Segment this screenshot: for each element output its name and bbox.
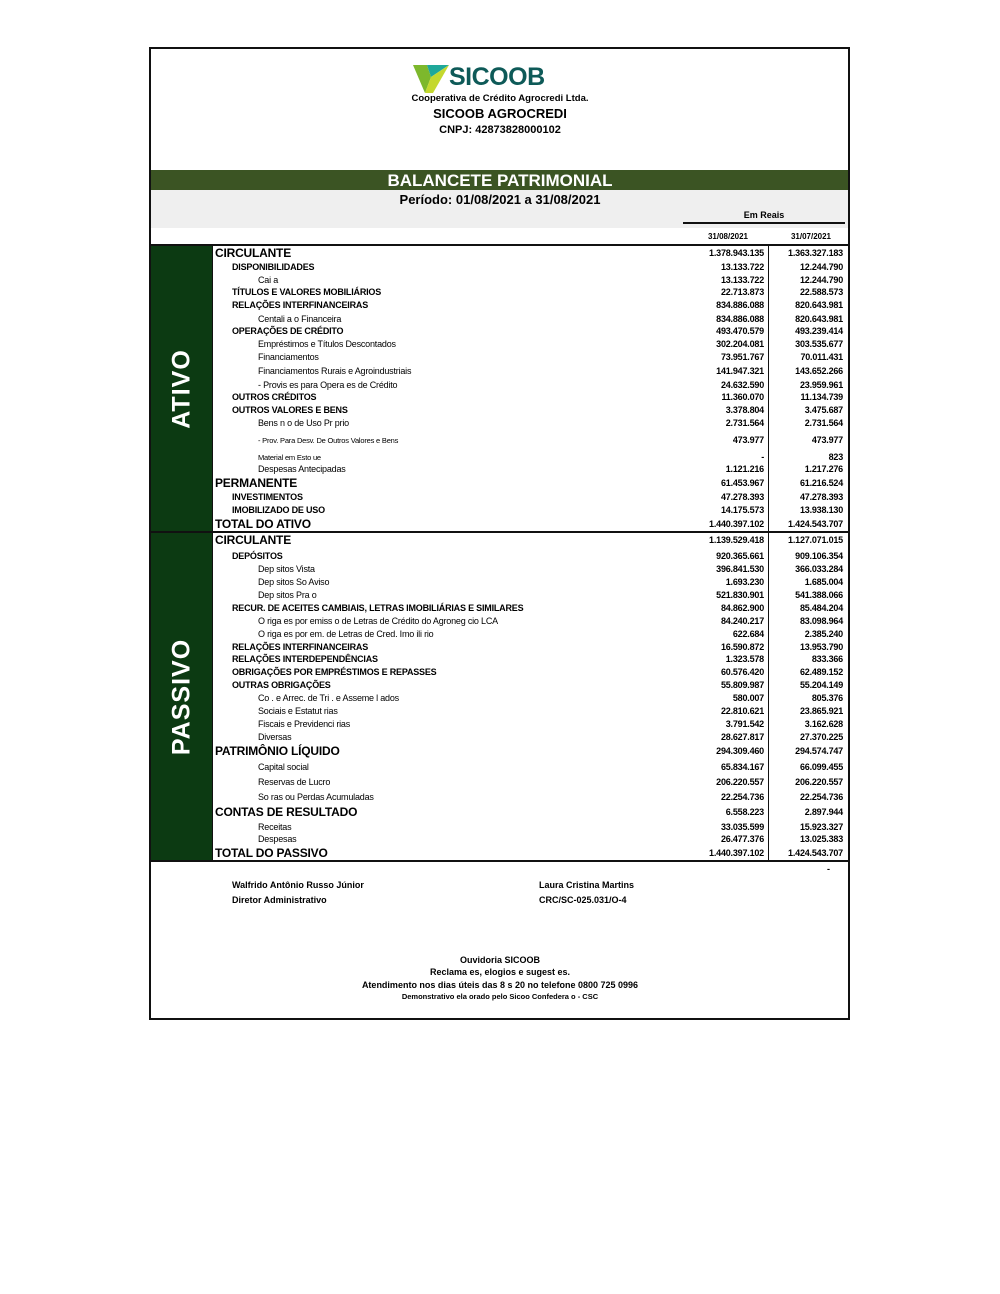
value-current: 33.035.599 [720, 822, 764, 832]
value-current: 1.121.216 [725, 464, 764, 474]
logo-text: SICOOB [449, 63, 545, 91]
value-current: 14.175.573 [720, 505, 764, 515]
table-row [212, 534, 846, 547]
value-current: 3.791.542 [725, 719, 764, 729]
value-previous: 1.127.071.015 [788, 535, 843, 545]
value-previous: 47.278.393 [799, 492, 843, 502]
value-current: 493.470.579 [716, 326, 764, 336]
table-row [212, 325, 846, 338]
value-previous: 833.366 [811, 654, 843, 664]
value-current: 11.360.070 [721, 392, 764, 402]
value-current: 61.453.967 [720, 478, 764, 488]
value-previous: 66.099.455 [799, 762, 843, 772]
table-row [212, 776, 846, 789]
footer-complaints: Reclama es, elogios e sugest es. [429, 967, 571, 977]
value-previous: 13.953.790 [799, 642, 843, 652]
table-row [212, 286, 846, 299]
table-row [212, 247, 846, 260]
value-current: 1.440.397.102 [709, 848, 764, 858]
row-label: OPERAÇÕES DE CRÉDITO [232, 326, 344, 336]
value-current: 473.977 [732, 435, 764, 445]
signature-1-name: Walfrido Antônio Russo Júnior [232, 880, 364, 890]
table-row [212, 692, 846, 705]
value-previous: 62.489.152 [799, 667, 843, 677]
row-label: Receitas [258, 822, 292, 832]
section-passivo-label: PASSIVO [167, 638, 195, 756]
value-previous: 12.244.790 [799, 262, 843, 272]
row-label: Despesas Antecipadas [258, 464, 346, 474]
value-current: 73.951.767 [720, 352, 764, 362]
value-current: 294.309.460 [716, 746, 764, 756]
cooperative-name: Cooperativa de Crédito Agrocredi Ltda. [411, 93, 589, 104]
table-row [212, 261, 846, 274]
dash-note: - [827, 864, 830, 874]
value-previous: 3.475.687 [804, 405, 843, 415]
row-label: DEPÓSITOS [232, 551, 283, 561]
value-previous: 22.588.573 [799, 287, 843, 297]
column-date-previous: 31/07/2021 [790, 232, 831, 241]
value-previous: 15.923.327 [799, 822, 843, 832]
value-current: 84.240.217 [720, 616, 764, 626]
value-current: 16.590.872 [720, 642, 764, 652]
report-title: BALANCETE PATRIMONIAL [387, 171, 613, 190]
row-label: IMOBILIZADO DE USO [232, 505, 325, 515]
table-row [212, 518, 846, 531]
value-previous: 70.011.431 [800, 352, 843, 362]
table-row [212, 602, 846, 615]
row-label: TOTAL DO PASSIVO [215, 846, 328, 860]
value-previous: 541.388.066 [795, 590, 843, 600]
row-label: RECUR. DE ACEITES CAMBIAIS, LETRAS IMOBILIÁRIAS E SIMILARES [232, 603, 524, 613]
row-label: So ras ou Perdas Acumuladas [258, 792, 374, 802]
row-label: INVESTIMENTOS [232, 492, 303, 502]
section-passivo-band [151, 533, 212, 861]
value-previous: 27.370.225 [799, 732, 843, 742]
value-previous: 1.217.276 [804, 464, 843, 474]
table-row [212, 705, 846, 718]
table-row [212, 477, 846, 490]
row-label: Sociais e Estatut rias [258, 706, 338, 716]
table-row [212, 434, 846, 447]
value-current: 622.684 [732, 629, 764, 639]
section-ativo-band [151, 246, 212, 532]
row-label: Cai a [258, 275, 279, 285]
row-label: RELAÇÕES INTERFINANCEIRAS [232, 300, 369, 310]
table-row [212, 833, 846, 846]
value-previous: 473.977 [811, 435, 843, 445]
value-current: 1.139.529.418 [709, 535, 764, 545]
value-current: 22.713.873 [720, 287, 764, 297]
value-previous: 13.025.383 [799, 834, 843, 844]
value-current: - [761, 452, 764, 462]
value-previous: 85.484.204 [799, 603, 843, 613]
table-row [212, 847, 846, 860]
currency-unit: Em Reais [683, 210, 845, 224]
table-row [212, 417, 846, 430]
section-ativo-label: ATIVO [167, 349, 195, 429]
table-row [212, 628, 846, 641]
row-label: Capital social [258, 762, 309, 772]
value-current: 84.862.900 [720, 603, 764, 613]
footer-prepared-by: Demonstrativo ela orado pelo Sicoo Confedera o - CSC [401, 992, 599, 1001]
value-current: 206.220.557 [716, 777, 764, 787]
table-row [212, 504, 846, 517]
value-current: 302.204.081 [716, 339, 764, 349]
signature-2-name: Laura Cristina Martins [539, 880, 635, 890]
value-current: 47.278.393 [720, 492, 764, 502]
value-current: 13.133.722 [720, 262, 764, 272]
table-row [212, 463, 846, 476]
value-current: 1.693.230 [725, 577, 764, 587]
table-row [212, 791, 846, 804]
value-current: 22.810.621 [720, 706, 764, 716]
footer-ombudsman: Ouvidoria SICOOB [459, 955, 540, 965]
value-previous: 206.220.557 [795, 777, 843, 787]
row-label: Centali a o Financeira [258, 314, 342, 324]
table-row [212, 338, 846, 351]
row-label: OUTROS CRÉDITOS [232, 392, 317, 402]
value-current: 580.007 [732, 693, 764, 703]
value-previous: 23.865.921 [799, 706, 843, 716]
row-label: OUTRAS OBRIGAÇÕES [232, 680, 331, 690]
table-row [212, 666, 846, 679]
row-label: Dep sitos Pra o [258, 590, 317, 600]
value-current: 396.841.530 [716, 564, 764, 574]
value-previous: 13.938.130 [799, 505, 843, 515]
row-label: Material em Esto ue [258, 453, 321, 462]
value-previous: 493.239.414 [795, 326, 843, 336]
table-row [212, 761, 846, 774]
row-label: RELAÇÕES INTERFINANCEIRAS [232, 642, 369, 652]
value-previous: 2.897.944 [804, 807, 843, 817]
table-bottom-rule [151, 860, 848, 862]
table-row [212, 576, 846, 589]
value-previous: 22.254.736 [799, 792, 843, 802]
value-previous: 2.731.564 [804, 418, 843, 428]
footer-hours: Atendimento nos dias úteis das 8 s 20 no telefone 0800 725 0996 [361, 980, 639, 990]
value-previous: 294.574.747 [795, 746, 843, 756]
value-current: 1.440.397.102 [709, 519, 764, 529]
table-row [212, 404, 846, 417]
row-label: Empréstimos e Títulos Descontados [258, 339, 396, 349]
value-current: 2.731.564 [725, 418, 764, 428]
value-current: 28.627.817 [720, 732, 764, 742]
value-previous: 303.535.677 [795, 339, 843, 349]
value-current: 60.576.420 [720, 667, 764, 677]
value-current: 55.809.987 [720, 680, 764, 690]
row-label: Bens n o de Uso Pr prio [258, 418, 349, 428]
value-previous: 3.162.628 [804, 719, 843, 729]
table-row [212, 491, 846, 504]
table-row [212, 550, 846, 563]
cnpj: CNPJ: 42873828000102 [439, 124, 561, 136]
signature-1-role: Diretor Administrativo [232, 895, 327, 905]
table-row [212, 806, 846, 819]
column-date-current: 31/08/2021 [707, 232, 748, 241]
value-current: 6.558.223 [725, 807, 764, 817]
value-previous: 820.643.981 [795, 314, 843, 324]
row-label: Reservas de Lucro [258, 777, 331, 787]
row-label: Financiamentos [258, 352, 319, 362]
row-label: Fiscais e Previdenci rias [258, 719, 351, 729]
value-current: 3.378.804 [725, 405, 764, 415]
row-label: CIRCULANTE [215, 533, 291, 547]
institution-name: SICOOB AGROCREDI [433, 106, 567, 121]
row-label: CIRCULANTE [215, 246, 291, 260]
value-previous: 1.424.543.707 [788, 519, 843, 529]
value-current: 65.834.167 [720, 762, 764, 772]
table-row [212, 351, 846, 364]
row-label: TÍTULOS E VALORES MOBILIÁRIOS [232, 287, 382, 297]
value-previous: 55.204.149 [799, 680, 843, 690]
value-current: 22.254.736 [720, 792, 764, 802]
table-row [212, 365, 846, 378]
row-label: DISPONIBILIDADES [232, 262, 315, 272]
value-previous: 823 [828, 452, 843, 462]
row-label: - Prov. Para Desv. De Outros Valores e Bens [258, 436, 399, 445]
row-label: RELAÇÕES INTERDEPENDÊNCIAS [232, 654, 378, 664]
table-row [212, 718, 846, 731]
table-row [212, 391, 846, 404]
table-row [212, 299, 846, 312]
row-label: PERMANENTE [215, 476, 298, 490]
sicoob-logo-icon [413, 63, 449, 95]
table-row [212, 615, 846, 628]
row-label: OUTROS VALORES E BENS [232, 405, 348, 415]
value-previous: 1.363.327.183 [788, 248, 843, 258]
value-current: 26.477.376 [720, 834, 764, 844]
signature-2-role: CRC/SC-025.031/O-4 [539, 895, 627, 905]
row-label: Despesas [258, 834, 297, 844]
value-previous: 61.216.524 [799, 478, 843, 488]
row-label: Financiamentos Rurais e Agroindustriais [258, 366, 412, 376]
report-period: Período: 01/08/2021 a 31/08/2021 [399, 192, 601, 207]
value-current: 24.632.590 [720, 380, 764, 390]
row-label: O riga es por em. de Letras de Cred. Imo ili rio [258, 629, 434, 639]
row-label: OBRIGAÇÕES POR EMPRÉSTIMOS E REPASSES [232, 667, 437, 677]
row-label: Dep sitos So Aviso [258, 577, 330, 587]
value-previous: 23.959.961 [799, 380, 843, 390]
value-previous: 2.385.240 [804, 629, 843, 639]
value-current: 834.886.088 [716, 314, 764, 324]
table-row [212, 653, 846, 666]
value-current: 1.323.578 [725, 654, 764, 664]
row-label: PATRIMÔNIO LÍQUIDO [215, 744, 340, 758]
value-previous: 366.033.284 [795, 564, 843, 574]
value-previous: 12.244.790 [799, 275, 843, 285]
value-previous: 805.376 [811, 693, 843, 703]
value-previous: 11.134.739 [800, 392, 843, 402]
table-row [212, 563, 846, 576]
row-label: TOTAL DO ATIVO [215, 517, 311, 531]
value-previous: 83.098.964 [799, 616, 843, 626]
value-current: 13.133.722 [720, 275, 764, 285]
value-previous: 909.106.354 [795, 551, 843, 561]
value-current: 920.365.661 [716, 551, 764, 561]
value-previous: 1.424.543.707 [788, 848, 843, 858]
value-current: 521.830.901 [716, 590, 764, 600]
table-row [212, 589, 846, 602]
row-label: Co . e Arrec. de Tri . e Asseme l ados [258, 693, 399, 703]
value-previous: 820.643.981 [795, 300, 843, 310]
table-row [212, 745, 846, 758]
sicoob-logo [413, 63, 553, 95]
value-current: 141.947.321 [716, 366, 764, 376]
row-label: - Provis es para Opera es de Crédito [258, 380, 398, 390]
value-previous: 143.652.266 [795, 366, 843, 376]
row-label: CONTAS DE RESULTADO [215, 805, 358, 819]
row-label: Diversas [258, 732, 292, 742]
table-row [212, 679, 846, 692]
row-label: Dep sitos Vista [258, 564, 315, 574]
value-current: 834.886.088 [716, 300, 764, 310]
table-row [212, 731, 846, 744]
row-label: O riga es por emiss o de Letras de Crédito do Agroneg cio LCA [258, 616, 498, 626]
value-current: 1.378.943.135 [709, 248, 764, 258]
value-previous: 1.685.004 [804, 577, 843, 587]
